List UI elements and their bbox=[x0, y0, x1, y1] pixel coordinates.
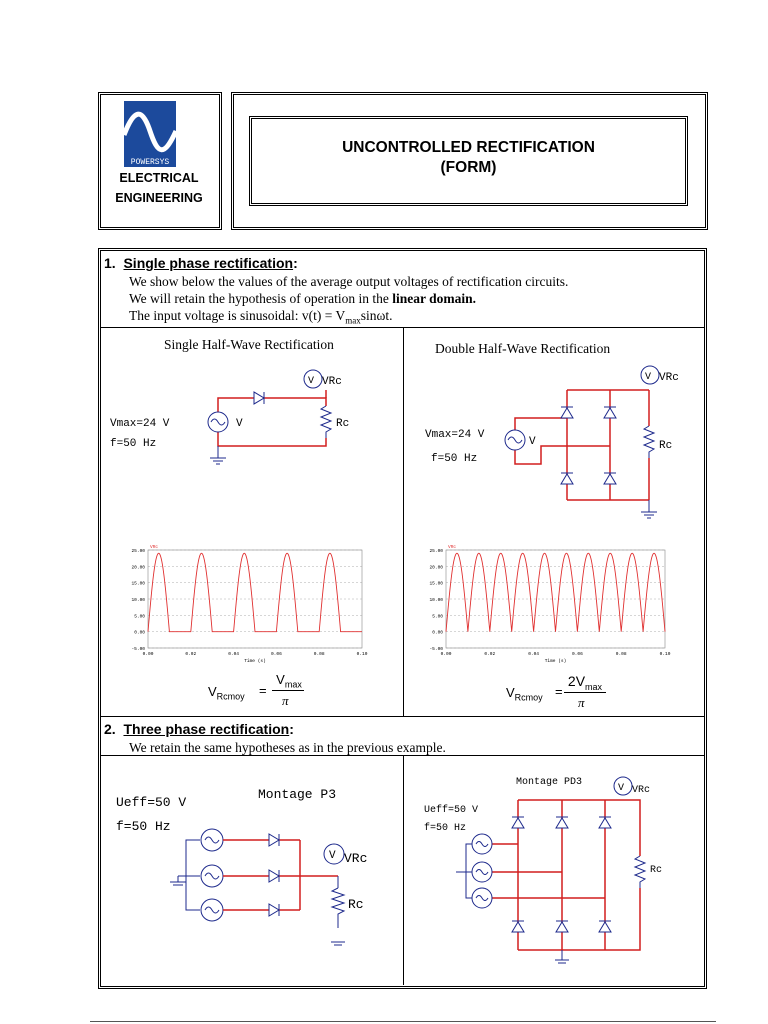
fraction-bar bbox=[272, 690, 304, 691]
diode-icon bbox=[269, 904, 279, 916]
line2-text: We will retain the hypothesis of operation in the bbox=[129, 291, 393, 306]
p3-ueff: Ueff=50 V bbox=[116, 795, 187, 810]
x-tick-label: 0.08 bbox=[615, 652, 627, 657]
f1-den: π bbox=[282, 693, 289, 708]
row-divider bbox=[101, 716, 704, 717]
column-divider bbox=[403, 327, 404, 716]
right-freq: f=50 Hz bbox=[431, 453, 478, 465]
pd3-load-label: Rc bbox=[650, 865, 663, 876]
section2-heading bbox=[104, 721, 294, 737]
y-tick-label: -5.00 bbox=[131, 647, 145, 652]
left-load-label: Rc bbox=[336, 418, 350, 430]
resistor-icon bbox=[644, 426, 654, 458]
x-tick-label: 0.04 bbox=[528, 652, 540, 657]
line3-sub: max bbox=[345, 315, 361, 326]
right-vmax: Vmax=24 V bbox=[425, 429, 485, 441]
p3-circuit bbox=[112, 776, 397, 976]
diode-icon bbox=[556, 922, 568, 932]
half-wave-plot bbox=[112, 540, 372, 668]
right-meter-label: VRc bbox=[659, 372, 679, 384]
y-tick-label: 20.00 bbox=[429, 565, 443, 571]
section1-line2 bbox=[129, 290, 699, 307]
formula-full-wave bbox=[506, 673, 616, 713]
series-label: VRc bbox=[448, 545, 457, 550]
left-vmax: Vmax=24 V bbox=[110, 418, 170, 430]
right-meter-symbol: V bbox=[645, 372, 652, 383]
diode-icon bbox=[556, 818, 568, 828]
line2-bold: linear domain. bbox=[392, 291, 476, 306]
title-line1: UNCONTROLLED RECTIFICATION bbox=[342, 139, 595, 156]
f2-lhs: V bbox=[506, 685, 515, 700]
pd3-ueff: Ueff=50 V bbox=[424, 805, 479, 816]
x-tick-label: 0.02 bbox=[185, 652, 197, 657]
f2-num: 2V bbox=[567, 673, 586, 689]
org-name bbox=[100, 168, 218, 208]
f1-num: V bbox=[276, 672, 285, 687]
y-tick-label: 5.00 bbox=[134, 614, 145, 620]
diode-icon bbox=[254, 392, 264, 404]
x-tick-label: 0.02 bbox=[484, 652, 496, 657]
section1-title: Single phase rectification bbox=[123, 255, 294, 271]
y-tick-label: 10.00 bbox=[131, 598, 145, 603]
x-tick-label: 0.04 bbox=[228, 652, 240, 657]
y-tick-label: 5.00 bbox=[432, 614, 443, 620]
pd3-meter-symbol: V bbox=[618, 783, 625, 794]
full-wave-plot bbox=[410, 540, 675, 668]
diode-icon bbox=[599, 818, 611, 828]
y-tick-label: 10.00 bbox=[429, 598, 443, 603]
line3-suffix: sinωt. bbox=[360, 308, 393, 323]
section1-line1: We show below the values of the average output voltages of rectification circuits. bbox=[129, 274, 569, 289]
x-tick-label: 0.00 bbox=[142, 652, 154, 657]
x-axis-label: Time (s) bbox=[244, 659, 266, 664]
page-title bbox=[249, 138, 688, 178]
diode-icon bbox=[512, 818, 524, 828]
section1-heading bbox=[104, 255, 298, 271]
section2-colon: : bbox=[289, 721, 294, 737]
org-line1: ELECTRICAL bbox=[119, 171, 199, 185]
f1-eq: = bbox=[259, 683, 267, 698]
resistor-icon bbox=[321, 406, 331, 438]
diode-icon bbox=[604, 408, 616, 418]
x-tick-label: 0.10 bbox=[356, 652, 368, 657]
column-divider bbox=[403, 755, 404, 985]
diode-icon bbox=[561, 408, 573, 418]
left-meter-symbol: V bbox=[308, 376, 315, 387]
section1-colon: : bbox=[293, 255, 298, 271]
right-load-label: Rc bbox=[659, 440, 673, 452]
y-tick-label: 20.00 bbox=[131, 565, 145, 571]
full-wave-circuit bbox=[405, 360, 701, 525]
f2-eq: = bbox=[555, 684, 563, 699]
y-tick-label: -5.00 bbox=[429, 647, 443, 652]
pd3-meter-label: VRc bbox=[632, 785, 651, 796]
pd3-freq: f=50 Hz bbox=[424, 823, 467, 834]
x-tick-label: 0.00 bbox=[440, 652, 452, 657]
p3-meter-label: VRc bbox=[344, 851, 368, 866]
f2-num-sub: max bbox=[585, 681, 603, 692]
section1-line3 bbox=[129, 307, 699, 330]
f1-lhs-sub: Rcmoy bbox=[216, 691, 245, 702]
powersys-logo bbox=[124, 101, 176, 167]
x-tick-label: 0.06 bbox=[571, 652, 583, 657]
p3-load-label: Rc bbox=[348, 897, 364, 912]
left-source-label: V bbox=[236, 418, 243, 430]
y-tick-label: 25.00 bbox=[429, 549, 443, 554]
x-tick-label: 0.06 bbox=[270, 652, 282, 657]
fraction-bar bbox=[564, 692, 606, 693]
footer-rule bbox=[90, 1021, 716, 1022]
diode-icon bbox=[269, 870, 279, 882]
line3-text: The input voltage is sinusoidal: v(t) = V bbox=[129, 308, 346, 323]
series-label: VRc bbox=[150, 545, 159, 550]
section1-body bbox=[129, 273, 699, 330]
diode-icon bbox=[604, 474, 616, 484]
p3-freq: f=50 Hz bbox=[116, 819, 171, 834]
f1-num-sub: max bbox=[284, 679, 302, 690]
f2-den: π bbox=[578, 695, 585, 710]
x-tick-label: 0.08 bbox=[313, 652, 325, 657]
left-meter-label: VRc bbox=[322, 376, 342, 388]
y-tick-label: 15.00 bbox=[429, 581, 443, 587]
right-source-label: V bbox=[529, 436, 536, 448]
section2-number: 2. bbox=[104, 721, 116, 737]
p3-meter-symbol: V bbox=[329, 850, 336, 862]
section1-number: 1. bbox=[104, 255, 116, 271]
y-tick-label: 0.00 bbox=[432, 630, 443, 636]
y-tick-label: 0.00 bbox=[134, 630, 145, 636]
pd3-circuit bbox=[410, 770, 700, 980]
f1-lhs: V bbox=[208, 684, 217, 699]
logo-text: POWERSYS bbox=[130, 158, 170, 167]
y-tick-label: 25.00 bbox=[131, 549, 145, 554]
formula-half-wave bbox=[208, 672, 318, 712]
left-freq: f=50 Hz bbox=[110, 438, 157, 450]
section2-line1: We retain the same hypotheses as in the previous example. bbox=[129, 740, 446, 755]
p3-montage: Montage P3 bbox=[258, 787, 337, 802]
half-wave-circuit bbox=[104, 360, 400, 490]
right-caption: Double Half-Wave Rectification bbox=[435, 341, 611, 356]
diode-icon bbox=[599, 922, 611, 932]
diode-icon bbox=[512, 922, 524, 932]
y-tick-label: 15.00 bbox=[131, 581, 145, 587]
resistor-icon bbox=[332, 888, 344, 928]
f2-lhs-sub: Rcmoy bbox=[514, 692, 543, 703]
org-line2: ENGINEERING bbox=[115, 191, 203, 205]
left-caption: Single Half-Wave Rectification bbox=[164, 337, 334, 352]
section2-title: Three phase rectification bbox=[123, 721, 290, 737]
diode-icon bbox=[561, 474, 573, 484]
pd3-montage: Montage PD3 bbox=[516, 777, 583, 788]
diode-icon bbox=[269, 834, 279, 846]
x-axis-label: Time (s) bbox=[544, 659, 567, 664]
title-line2: (FORM) bbox=[440, 159, 497, 176]
x-tick-label: 0.10 bbox=[659, 652, 671, 657]
resistor-icon bbox=[635, 856, 645, 888]
